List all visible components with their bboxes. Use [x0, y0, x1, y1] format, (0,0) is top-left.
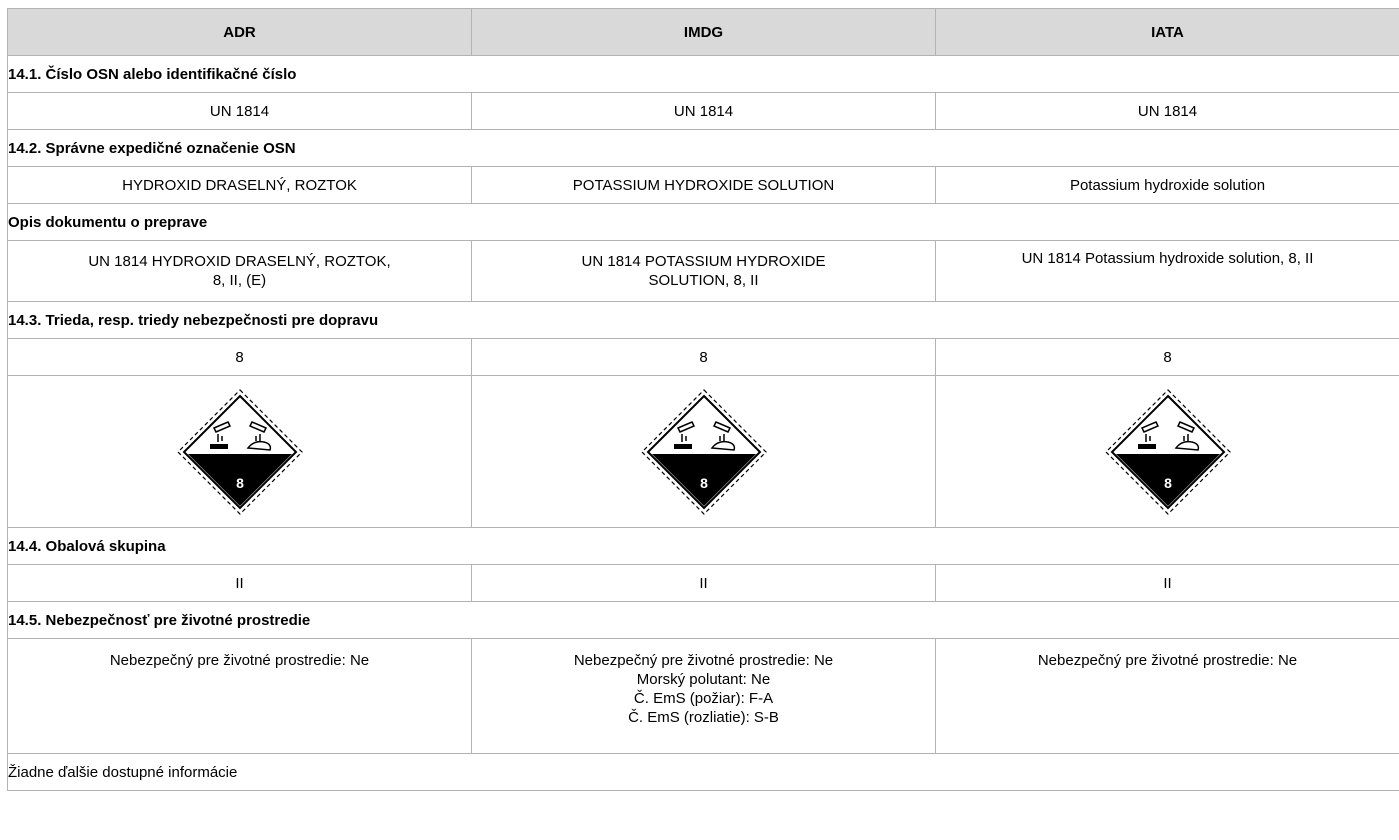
document-description-imdg-line-2: SOLUTION, 8, II — [648, 272, 759, 289]
document-description-adr-line-1: UN 1814 HYDROXID DRASELNÝ, ROZTOK, — [88, 253, 391, 270]
header-row — [8, 9, 1399, 56]
hazard-label-number: 8 — [1163, 474, 1172, 491]
hazard-class-iata: 8 — [936, 339, 1399, 376]
hazard-class-adr: 8 — [8, 339, 472, 376]
column-header-adr: ADR — [8, 9, 472, 56]
section-title-14-3: 14.3. Trieda, resp. triedy nebezpečnosti pre dopravu — [8, 302, 1399, 339]
document-description-imdg — [472, 241, 936, 302]
packing-group-adr: II — [8, 565, 472, 602]
corrosive-hazard-label-icon — [176, 388, 304, 516]
section-title-opis: Opis dokumentu o preprave — [8, 204, 1399, 241]
document-description-iata: UN 1814 Potassium hydroxide solution, 8, II — [936, 241, 1399, 302]
packing-group-imdg: II — [472, 565, 936, 602]
un-number-imdg: UN 1814 — [472, 93, 936, 130]
corrosive-hazard-label-icon — [1104, 388, 1232, 516]
environment-hazard-imdg-line-2: Morský polutant: Ne — [636, 671, 771, 688]
un-number-iata: UN 1814 — [936, 93, 1399, 130]
un-number-adr: UN 1814 — [8, 93, 472, 130]
additional-info-note: Žiadne ďalšie dostupné informácie — [8, 754, 1399, 791]
table-row — [8, 565, 1399, 602]
document-description-adr — [8, 241, 472, 302]
hazard-label-number: 8 — [699, 474, 708, 491]
environment-hazard-adr: Nebezpečný pre životné prostredie: Ne — [8, 639, 472, 754]
column-header-iata: IATA — [936, 9, 1399, 56]
hazard-label-cell-imdg — [472, 376, 936, 528]
environment-hazard-imdg-line-3: Č. EmS (požiar): F-A — [633, 690, 774, 707]
table-row — [8, 639, 1399, 754]
shipping-name-iata: Potassium hydroxide solution — [936, 167, 1399, 204]
hazard-class-imdg: 8 — [472, 339, 936, 376]
environment-hazard-imdg — [472, 639, 936, 754]
environment-hazard-imdg-line-1: Nebezpečný pre životné prostredie: Ne — [573, 652, 834, 669]
table-row — [8, 167, 1399, 204]
shipping-name-imdg: POTASSIUM HYDROXIDE SOLUTION — [472, 167, 936, 204]
hazard-label-cell-iata — [936, 376, 1399, 528]
packing-group-iata: II — [936, 565, 1399, 602]
table-row — [8, 93, 1399, 130]
corrosive-hazard-label-icon — [640, 388, 768, 516]
section-title-14-1: 14.1. Číslo OSN alebo identifikačné číslo — [8, 56, 1399, 93]
section-title-14-4: 14.4. Obalová skupina — [8, 528, 1399, 565]
document-description-imdg-line-1: UN 1814 POTASSIUM HYDROXIDE — [581, 253, 826, 270]
table-row — [8, 241, 1399, 302]
section-title-14-5: 14.5. Nebezpečnosť pre životné prostredie — [8, 602, 1399, 639]
environment-hazard-iata: Nebezpečný pre životné prostredie: Ne — [936, 639, 1399, 754]
shipping-name-adr: HYDROXID DRASELNÝ, ROZTOK — [8, 167, 472, 204]
section-title-14-2: 14.2. Správne expedičné označenie OSN — [8, 130, 1399, 167]
column-header-imdg: IMDG — [472, 9, 936, 56]
transport-info-table — [7, 8, 1399, 791]
table-row — [8, 339, 1399, 376]
hazard-label-cell-adr — [8, 376, 472, 528]
table-row — [8, 376, 1399, 528]
hazard-label-number: 8 — [235, 474, 244, 491]
document-description-adr-line-2: 8, II, (E) — [212, 272, 267, 289]
environment-hazard-imdg-line-4: Č. EmS (rozliatie): S-B — [628, 709, 779, 726]
